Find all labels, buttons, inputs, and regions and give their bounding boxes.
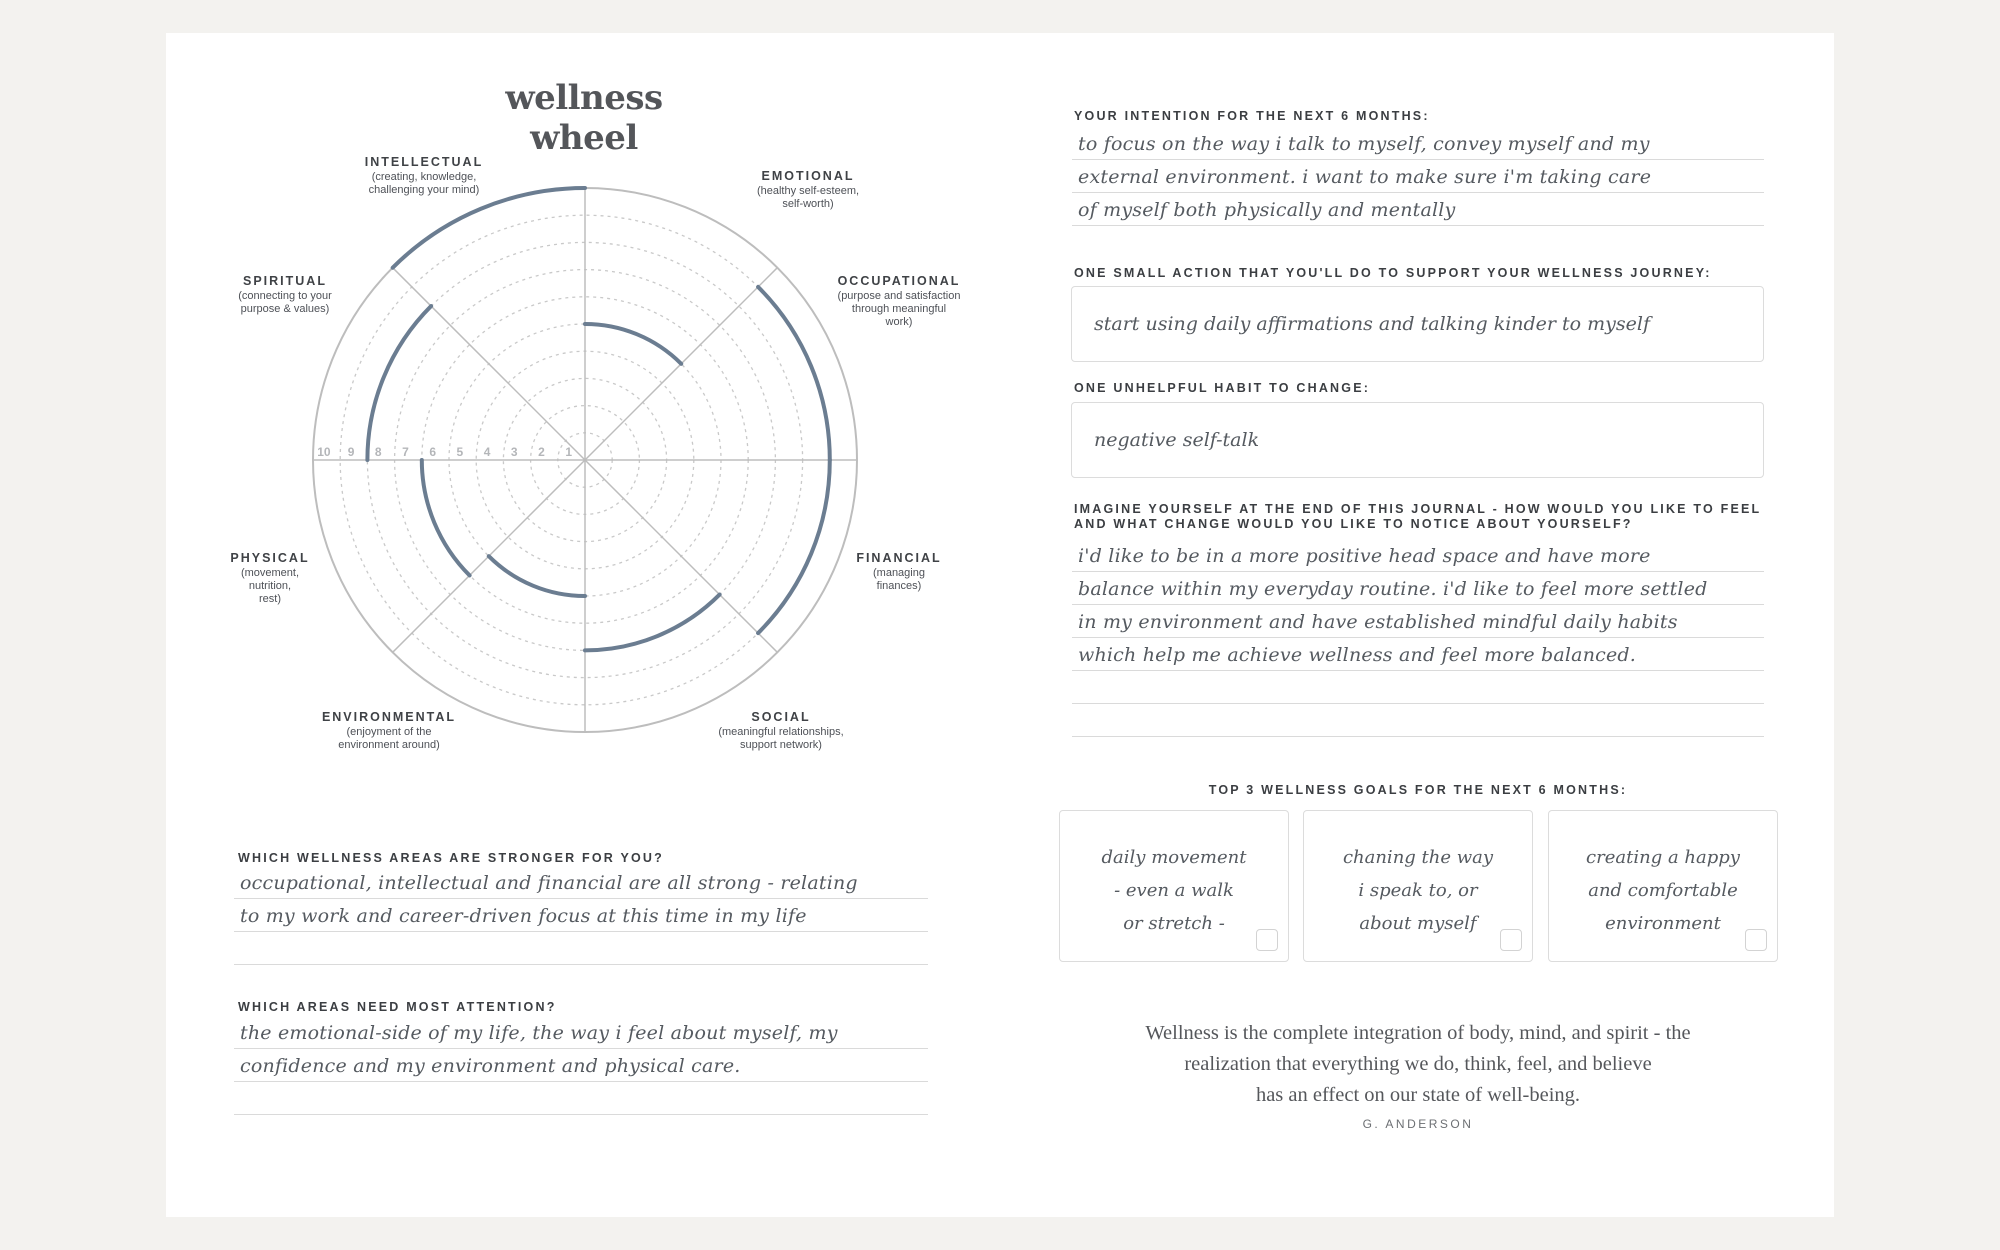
wheel-scale-label: 6 <box>429 445 437 459</box>
area-label-spiritual: SPIRITUAL (connecting to your purpose & values) <box>238 274 332 315</box>
intention-answer[interactable] <box>1072 127 1764 226</box>
area-label-environmental: ENVIRONMENTAL (enjoyment of the environment around) <box>321 710 457 751</box>
imagine-prompt-line: IMAGINE YOURSELF AT THE END OF THIS JOURNAL - HOW WOULD YOU LIKE TO FEEL <box>1074 502 1762 516</box>
wheel-scale-label: 7 <box>402 445 409 459</box>
wheel-scale-label: 10 <box>317 445 331 459</box>
stronger-answer[interactable] <box>234 866 928 965</box>
answer-line: the emotional-side of my life, the way i feel about myself, my <box>234 1016 928 1049</box>
answer-line: balance within my everyday routine. i'd like to feel more settled <box>1072 572 1764 605</box>
answer-line: occupational, intellectual and financial are all strong - relating <box>234 866 928 899</box>
score-arc-intellectual <box>393 188 585 268</box>
score-arc-environmental <box>489 556 585 596</box>
answer-line: external environment. i want to make sure i'm taking care <box>1072 160 1764 193</box>
quote-author: G. ANDERSON <box>1362 1117 1474 1131</box>
habit-prompt: ONE UNHELPFUL HABIT TO CHANGE: <box>1074 381 1371 395</box>
habit-text: negative self-talk <box>1094 429 1260 451</box>
imagine-prompt-line: AND WHAT CHANGE WOULD YOU LIKE TO NOTICE ABOUT YOURSELF? <box>1074 517 1633 531</box>
answer-line <box>234 932 928 965</box>
wheel-spoke <box>393 268 585 460</box>
goals-title: TOP 3 WELLNESS GOALS FOR THE NEXT 6 MONTHS: <box>1208 783 1628 797</box>
answer-line: to my work and career-driven focus at this time in my life <box>234 899 928 932</box>
answer-line <box>1072 704 1764 737</box>
answer-line: of myself both physically and mentally <box>1072 193 1764 226</box>
answer-line: which help me achieve wellness and feel more balanced. <box>1072 638 1764 671</box>
goal-text: chaning the way i speak to, or about myself <box>1342 847 1494 934</box>
intention-prompt: YOUR INTENTION FOR THE NEXT 6 MONTHS: <box>1074 109 1430 123</box>
answer-line: to focus on the way i talk to myself, convey myself and my <box>1072 127 1764 160</box>
quote <box>1060 1018 1776 1111</box>
habit-answer[interactable] <box>1071 402 1764 478</box>
area-label-financial: FINANCIAL (managing finances) <box>856 551 942 592</box>
score-arc-social <box>585 595 720 651</box>
wheel-scale-label: 3 <box>510 445 518 459</box>
answer-line <box>1072 671 1764 704</box>
score-arc-spiritual <box>367 306 431 460</box>
goal-text: daily movement - even a walk or stretch - <box>1101 847 1247 934</box>
quote-line: has an effect on our state of well-being. <box>1255 1084 1581 1106</box>
small-action-prompt: ONE SMALL ACTION THAT YOU'LL DO TO SUPPORT YOUR WELLNESS JOURNEY: <box>1074 266 1712 280</box>
goal-checkbox[interactable] <box>1256 929 1278 951</box>
answer-line: in my environment and have established mindful daily habits <box>1072 605 1764 638</box>
score-arc-financial <box>758 460 830 633</box>
wheel-scale-label: 5 <box>456 445 464 459</box>
area-label-occupational: OCCUPATIONAL (purpose and satisfaction through meaningful work) <box>837 274 961 328</box>
wheel-scale-label: 1 <box>565 445 573 459</box>
wheel-scale-label: 4 <box>483 445 491 459</box>
area-label-physical: PHYSICAL (movement, nutrition, rest) <box>230 551 310 605</box>
quote-line: realization that everything we do, think, feel, and believe <box>1184 1053 1652 1075</box>
goal-card-3[interactable] <box>1548 810 1778 962</box>
goal-checkbox[interactable] <box>1745 929 1767 951</box>
area-label-emotional: EMOTIONAL (healthy self-esteem, self-worth) <box>756 169 860 210</box>
wheel-scale-label: 2 <box>538 445 545 459</box>
goal-card-2[interactable] <box>1303 810 1533 962</box>
goal-checkbox[interactable] <box>1500 929 1522 951</box>
attention-answer[interactable] <box>234 1016 928 1115</box>
goal-card-1[interactable] <box>1059 810 1289 962</box>
answer-line: confidence and my environment and physical care. <box>234 1049 928 1082</box>
quote-line: Wellness is the complete integration of body, mind, and spirit - the <box>1145 1022 1691 1044</box>
small-action-answer[interactable] <box>1071 286 1764 362</box>
goal-text: creating a happy and comfortable environment <box>1586 847 1740 934</box>
imagine-prompt <box>1074 502 1761 532</box>
stronger-prompt: WHICH WELLNESS AREAS ARE STRONGER FOR YOU? <box>238 851 664 865</box>
score-arc-physical <box>422 460 470 575</box>
score-arc-emotional <box>585 324 681 364</box>
wheel-scale-label: 8 <box>374 445 382 459</box>
attention-prompt: WHICH AREAS NEED MOST ATTENTION? <box>238 1000 557 1014</box>
answer-line <box>234 1082 928 1115</box>
area-label-intellectual: INTELLECTUAL (creating, knowledge, challenging your mind) <box>364 155 484 196</box>
imagine-answer[interactable] <box>1072 539 1764 737</box>
wheel-scale-label: 9 <box>347 445 355 459</box>
answer-line: i'd like to be in a more positive head space and have more <box>1072 539 1764 572</box>
area-label-social: SOCIAL (meaningful relationships, support network) <box>718 710 844 751</box>
small-action-text: start using daily affirmations and talking kinder to myself <box>1094 313 1651 335</box>
page-title: wellness wheel <box>505 78 663 158</box>
